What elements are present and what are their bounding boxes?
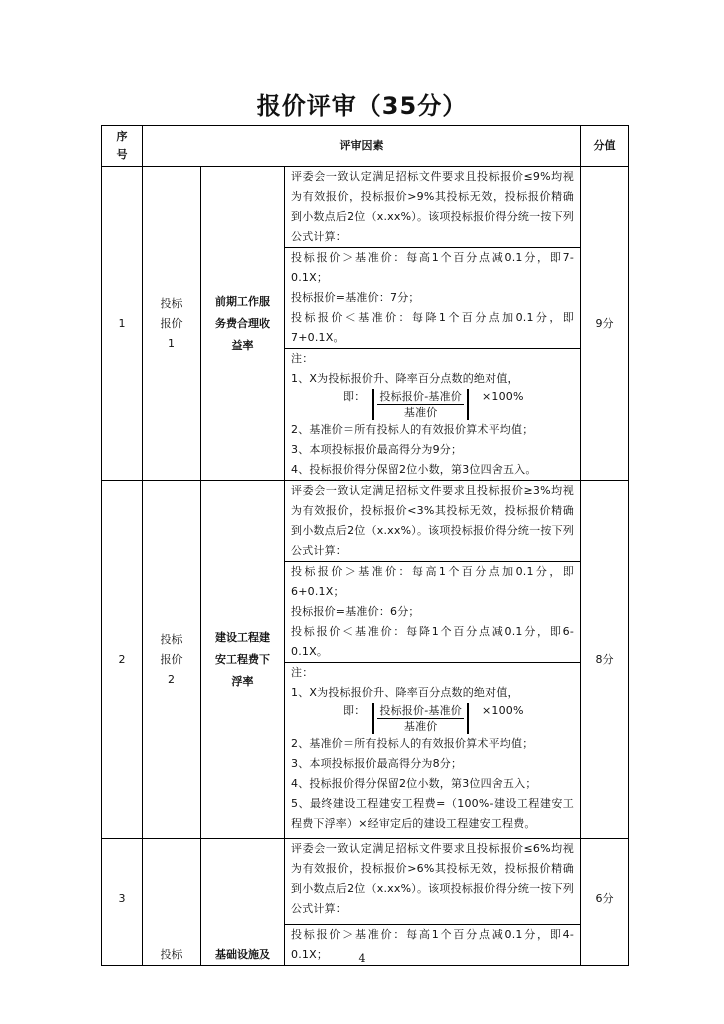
row-intro: 评委会一致认定满足招标文件要求且投标报价≤9%均视为有效报价，投标报价>9%其投标无效，投标报价精确到小数点后2位（x.xx%）。该项投标报价得分统一按下列公式计算：: [291, 170, 574, 243]
abs-bar-left: [372, 703, 374, 734]
row-notes: [285, 662, 580, 834]
row-intro: 评委会一致认定满足招标文件要求且投标报价≥3%均视为有效报价，投标报价<3%其投标无效，投标报价精确到小数点后2位（x.xx%）。该项投标报价得分统一按下列公式计算：: [291, 484, 574, 557]
note-line: 4、投标报价得分保留2位小数，第3位四舍五入；: [291, 777, 537, 790]
header-factor: 评审因素: [143, 126, 581, 167]
formula-denominator: 基准价: [403, 406, 438, 419]
note-line: 4、投标报价得分保留2位小数，第3位四舍五入。: [291, 463, 537, 476]
row-content: [285, 167, 581, 481]
formula: [291, 389, 574, 420]
row-seq: 3: [102, 839, 143, 966]
rule-line: 投标报价=基准价：6分；: [291, 605, 420, 618]
row-seq: 1: [102, 167, 143, 481]
header-score: 分值: [581, 126, 629, 167]
rule-line: 投标报价＜基准价：每降1个百分点减0.1分，即6-0.1X。: [291, 625, 574, 658]
rule-line: 投标报价＞基准价：每高1个百分点减0.1分，即4-0.1X；: [291, 928, 574, 961]
row-name: 建设工程建安工程费下浮率: [201, 481, 285, 839]
formula-lead: 即：: [343, 704, 366, 717]
note-label: 注：: [291, 352, 314, 365]
formula-lead: 即：: [343, 390, 366, 403]
table-row: [102, 839, 629, 925]
note-line: 3、本项投标报价最高得分为8分；: [291, 757, 463, 770]
page-title: 报价评审（35分）: [256, 92, 468, 120]
row-seq: 2: [102, 481, 143, 839]
note-line: 3、本项投标报价最高得分为9分；: [291, 443, 463, 456]
formula-denominator: 基准价: [403, 720, 438, 733]
table-header-row: [102, 126, 629, 167]
note-line: 2、基准价＝所有投标人的有效报价算术平均值；: [291, 737, 534, 750]
row-score: 6分: [581, 839, 629, 966]
row-item: 投标报价1: [143, 167, 201, 481]
row-name: 基础设施及: [201, 839, 285, 966]
abs-bar-right: [467, 389, 469, 420]
rule-line: 投标报价＜基准价：每降1个百分点加0.1分，即7+0.1X。: [291, 311, 574, 344]
note-line: 1、X为投标报价升、降率百分点数的绝对值，: [291, 372, 519, 385]
row-intro-cell: [285, 839, 581, 925]
abs-bar-left: [372, 389, 374, 420]
rule-line: 投标报价=基准价：7分；: [291, 291, 420, 304]
row-intro: 评委会一致认定满足招标文件要求且投标报价≤6%均视为有效报价，投标报价>6%其投标无效，投标报价精确到小数点后2位（x.xx%）。该项投标报价得分统一按下列公式计算：: [291, 842, 574, 915]
abs-bar-right: [467, 703, 469, 734]
row-notes: [285, 348, 580, 480]
note-label: 注：: [291, 666, 314, 679]
rule-line: 投标报价＞基准价：每高1个百分点加0.1分，即6+0.1X；: [291, 565, 574, 598]
formula-numerator: 投标报价-基准价: [379, 390, 462, 403]
note-line: 1、X为投标报价升、降率百分点数的绝对值，: [291, 686, 519, 699]
evaluation-table: [101, 125, 629, 966]
row-score: 8分: [581, 481, 629, 839]
page-number: 4: [358, 952, 366, 965]
row-rules: [285, 247, 580, 348]
table-row: [102, 167, 629, 481]
row-content: [285, 481, 581, 839]
header-seq: 序号: [102, 126, 143, 167]
formula-times: ×100%: [481, 390, 524, 403]
formula: [291, 703, 574, 734]
note-line: 2、基准价＝所有投标人的有效报价算术平均值；: [291, 423, 534, 436]
row-score: 9分: [581, 167, 629, 481]
formula-numerator: 投标报价-基准价: [379, 704, 462, 717]
table-row: [102, 481, 629, 839]
row-rules: [285, 561, 580, 662]
rule-line: 投标报价＞基准价：每高1个百分点减0.1分，即7-0.1X；: [291, 251, 574, 284]
formula-times: ×100%: [481, 704, 524, 717]
note-line: 5、最终建设工程建安工程费=（100%-建设工程建安工程费下浮率）×经审定后的建设工程建安工程费。: [291, 797, 574, 830]
row-name: 前期工作服务费合理收益率: [201, 167, 285, 481]
row-item: 投标: [143, 839, 201, 966]
row-item: 投标报价2: [143, 481, 201, 839]
